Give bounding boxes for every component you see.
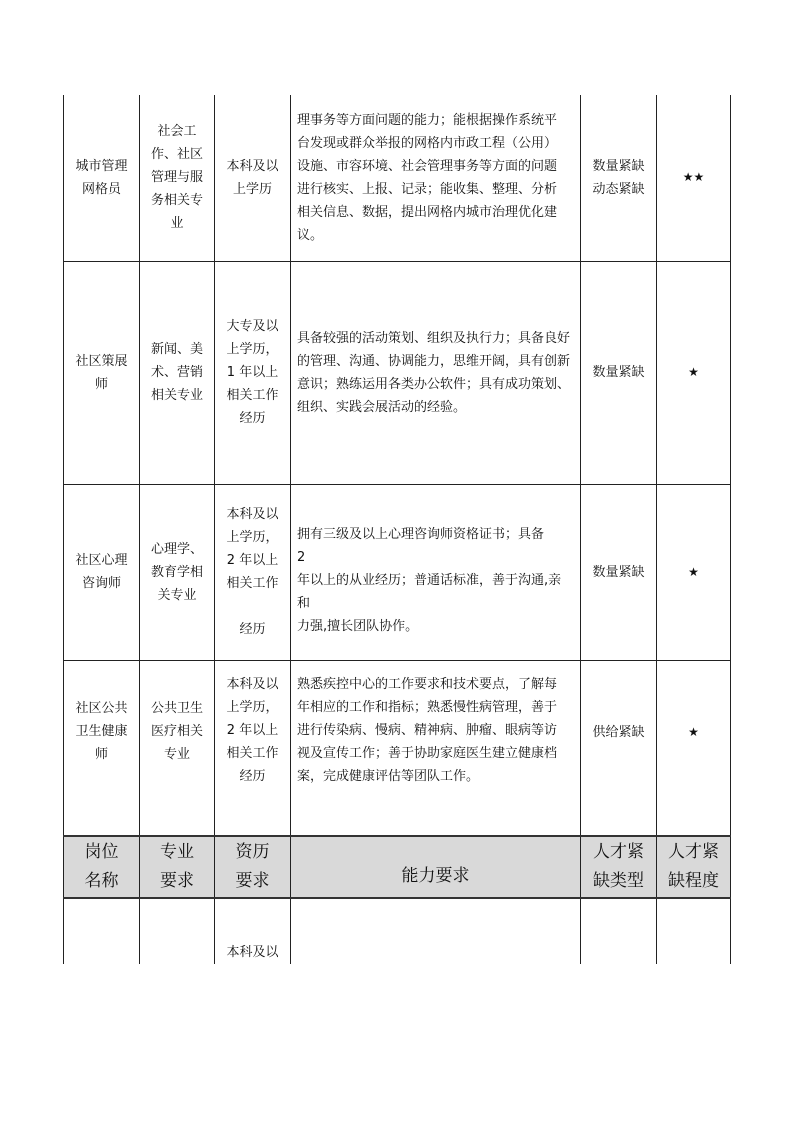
ability-cell bbox=[291, 261, 581, 484]
shortage-type-text: 数量紧缺 bbox=[592, 564, 645, 580]
major-text: 心理学、 教育学相 关专业 bbox=[150, 541, 203, 603]
shortage-type-cell bbox=[581, 484, 657, 660]
ability-text: 具备较强的活动策划、组织及执行力；具备良好 的管理、沟通、协调能力，思维开阔，具有创新 意识；熟练运用各类办公软件；具有成功策划、 组织、实践会展活动的经验。 bbox=[297, 330, 571, 415]
header-position-text: 岗位 名称 bbox=[84, 842, 119, 891]
shortage-type-cell bbox=[581, 898, 657, 964]
table-header-row bbox=[64, 836, 731, 898]
education-text: 本科及以 上学历 bbox=[226, 158, 279, 197]
shortage-level-cell bbox=[657, 95, 731, 261]
talent-shortage-table bbox=[63, 95, 731, 964]
header-education bbox=[215, 836, 291, 898]
education-cell bbox=[215, 95, 291, 261]
shortage-type-text: 数量紧缺 动态紧缺 bbox=[592, 158, 645, 197]
shortage-type-cell bbox=[581, 660, 657, 836]
ability-cell bbox=[291, 660, 581, 836]
table-row bbox=[64, 261, 731, 484]
major-cell bbox=[140, 95, 215, 261]
header-major bbox=[140, 836, 215, 898]
ability-cell bbox=[291, 95, 581, 261]
header-shortage-type bbox=[581, 836, 657, 898]
education-text: 大专及以 上学历， 1 年以上 相关工作 经历 bbox=[226, 319, 279, 426]
header-position bbox=[64, 836, 140, 898]
header-education-text: 资历 要求 bbox=[235, 842, 270, 891]
position-text: 社区公共 卫生健康 师 bbox=[75, 700, 128, 762]
major-text: 社会工 作、社区 管理与服 务相关专 业 bbox=[150, 124, 203, 232]
position-cell bbox=[64, 660, 140, 836]
major-cell bbox=[140, 261, 215, 484]
position-cell bbox=[64, 261, 140, 484]
star-rating: ★ bbox=[688, 724, 699, 739]
header-ability-text: 能力要求 bbox=[401, 866, 470, 886]
position-cell bbox=[64, 95, 140, 261]
education-cell bbox=[215, 898, 291, 964]
education-text: 本科及以 上学历， 2 年以上 相关工作 经历 bbox=[226, 507, 279, 637]
shortage-level-cell bbox=[657, 898, 731, 964]
ability-cell bbox=[291, 898, 581, 964]
shortage-type-text: 数量紧缺 bbox=[592, 365, 645, 380]
position-text: 社区策展 师 bbox=[75, 353, 128, 392]
ability-text: 理事务等方面问题的能力；能根据操作系统平 台发现或群众举报的网格内市政工程（公用） 设施、市容环境、社会管理事务等方面的问题 进行核实、上报、记录；能收集、整理、分析 相关信息、数据，提出网格内城市治理优化建 议。 bbox=[297, 112, 558, 243]
shortage-type-cell bbox=[581, 261, 657, 484]
header-ability bbox=[291, 836, 581, 898]
ability-cell bbox=[291, 484, 581, 660]
shortage-type-cell bbox=[581, 95, 657, 261]
education-text: 本科及以 上学历， 2 年以上 相关工作 经历 bbox=[226, 676, 279, 784]
table-row bbox=[64, 660, 731, 836]
major-text: 公共卫生 医疗相关 专业 bbox=[150, 700, 203, 762]
header-shortage-level-text: 人才紧 缺程度 bbox=[668, 842, 719, 891]
star-rating: ★★ bbox=[682, 170, 705, 185]
major-text: 新闻、美 术、营销 相关专业 bbox=[150, 342, 203, 403]
table-row bbox=[64, 95, 731, 261]
major-cell bbox=[140, 898, 215, 964]
ability-text: 熟悉疾控中心的工作要求和技术要点，了解每 年相应的工作和指标；熟悉慢性病管理，善于 进行传染病、慢病、精神病、肿瘤、眼病等访 视及宣传工作；善于协助家庭医生建立健康档 案，完成健康评估等团队工作。 bbox=[297, 676, 558, 784]
header-shortage-level bbox=[657, 836, 731, 898]
star-rating: ★ bbox=[688, 365, 699, 379]
shortage-level-cell bbox=[657, 484, 731, 660]
star-rating: ★ bbox=[688, 564, 699, 579]
table-row bbox=[64, 898, 731, 964]
education-cell bbox=[215, 660, 291, 836]
position-cell bbox=[64, 898, 140, 964]
ability-text: 拥有三级及以上心理咨询师资格证书；具备 2 年以上的从业经历；普通话标准，善于沟通,亲和 力强,擅长团队协作。 bbox=[297, 526, 562, 634]
education-cell bbox=[215, 261, 291, 484]
header-major-text: 专业 要求 bbox=[160, 842, 194, 891]
education-text: 本科及以 bbox=[226, 945, 279, 960]
position-text: 社区心理 咨询师 bbox=[75, 553, 128, 591]
major-cell bbox=[140, 484, 215, 660]
shortage-level-cell bbox=[657, 261, 731, 484]
table-row bbox=[64, 484, 731, 660]
shortage-level-cell bbox=[657, 660, 731, 836]
header-shortage-type-text: 人才紧 缺类型 bbox=[593, 842, 644, 891]
shortage-type-text: 供给紧缺 bbox=[592, 724, 645, 740]
education-cell bbox=[215, 484, 291, 660]
major-cell bbox=[140, 660, 215, 836]
position-cell bbox=[64, 484, 140, 660]
position-text: 城市管理 网格员 bbox=[75, 158, 128, 197]
